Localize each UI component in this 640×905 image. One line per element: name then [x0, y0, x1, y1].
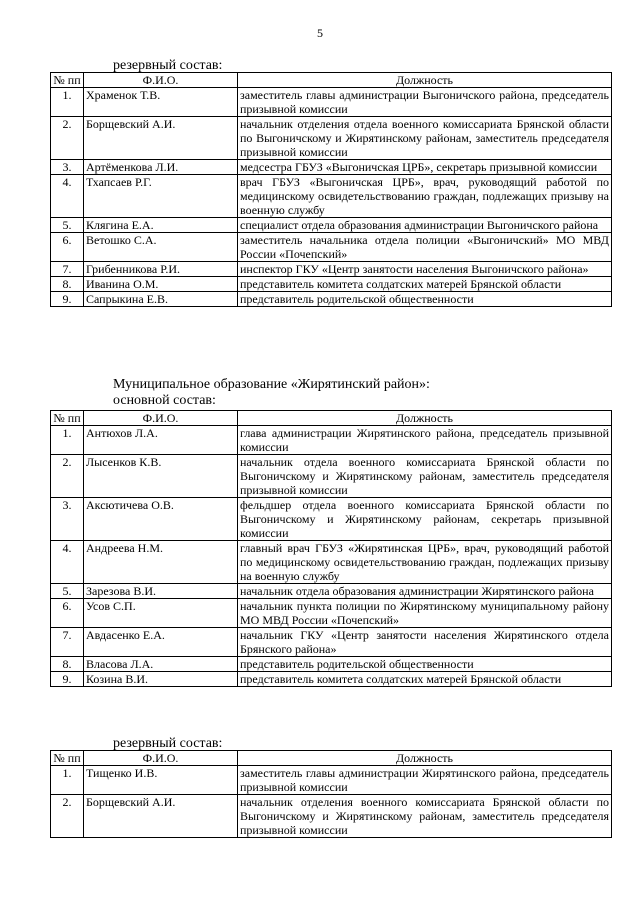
position-text: специалист отдела образования администрации Выгоничского района: [238, 218, 612, 233]
table-row: [51, 175, 612, 218]
table-row: [51, 455, 612, 498]
row-number: 5.: [51, 218, 84, 233]
person-name: Аксютичева О.В.: [84, 498, 238, 541]
row-number: 5.: [51, 584, 84, 599]
row-number: 3.: [51, 498, 84, 541]
position-text: начальник отделения отдела военного комиссариата Брянской области по Выгоничскому и Жирятинскому районам, заместитель председателя призывной комиссии: [238, 117, 612, 160]
position-text: начальник отдела образования администрации Жирятинского района: [238, 584, 612, 599]
page-number: 5: [317, 26, 323, 40]
table-header: [51, 73, 612, 88]
person-name: Власова Л.А.: [84, 657, 238, 672]
row-number: 1.: [51, 766, 84, 795]
person-name: Ветошко С.А.: [84, 233, 238, 262]
person-name: Клягина Е.А.: [84, 218, 238, 233]
table-header: [51, 411, 612, 426]
row-number: 8.: [51, 657, 84, 672]
table-row: [51, 262, 612, 277]
position-text: заместитель главы администрации Выгоничского района, председатель призывной комиссии: [238, 88, 612, 117]
row-number: 8.: [51, 277, 84, 292]
row-number: 2.: [51, 117, 84, 160]
section3-table: [50, 750, 612, 838]
position-text: начальник отделения военного комиссариата Брянской области по Выгоничскому и Жирятинскому районам, заместитель председателя призывной комиссии: [238, 795, 612, 838]
person-name: Авдасенко Е.А.: [84, 628, 238, 657]
table-row: [51, 657, 612, 672]
header-num: № пп: [51, 73, 84, 88]
position-text: главный врач ГБУЗ «Жирятинская ЦРБ», врач, руководящий работой по медицинскому освидетельствованию граждан, подлежащих призыву на военную службу: [238, 541, 612, 584]
table-row: [51, 628, 612, 657]
row-number: 4.: [51, 541, 84, 584]
position-text: представитель родительской общественности: [238, 657, 612, 672]
person-name: Борщевский А.И.: [84, 795, 238, 838]
position-text: заместитель начальника отдела полиции «Выгоничский» МО МВД России «Почепский»: [238, 233, 612, 262]
header-position: Должность: [238, 73, 612, 88]
section2-rows: [51, 426, 612, 687]
person-name: Иванина О.М.: [84, 277, 238, 292]
row-number: 6.: [51, 233, 84, 262]
table-row: [51, 766, 612, 795]
header-num: № пп: [51, 751, 84, 766]
section2-table: [50, 410, 612, 687]
row-number: 7.: [51, 628, 84, 657]
row-number: 9.: [51, 292, 84, 307]
row-number: 2.: [51, 795, 84, 838]
person-name: Лысенков К.В.: [84, 455, 238, 498]
row-number: 2.: [51, 455, 84, 498]
table-row: [51, 584, 612, 599]
person-name: Борщевский А.И.: [84, 117, 238, 160]
table-row: [51, 117, 612, 160]
row-number: 6.: [51, 599, 84, 628]
table-row: [51, 277, 612, 292]
person-name: Артёменкова Л.И.: [84, 160, 238, 175]
header-fio: Ф.И.О.: [84, 73, 238, 88]
header-fio: Ф.И.О.: [84, 751, 238, 766]
position-text: начальник пункта полиции по Жирятинскому муниципальному району МО МВД России «Почепский»: [238, 599, 612, 628]
position-text: заместитель главы администрации Жирятинского района, председатель призывной комиссии: [238, 766, 612, 795]
table-row: [51, 292, 612, 307]
position-text: фельдшер отдела военного комиссариата Брянской области по Выгоничскому и Жирятинскому районам, секретарь призывной комиссии: [238, 498, 612, 541]
table-row: [51, 218, 612, 233]
row-number: 1.: [51, 88, 84, 117]
person-name: Грибенникова Р.И.: [84, 262, 238, 277]
person-name: Козина В.И.: [84, 672, 238, 687]
section3-caption: резервный состав:: [113, 736, 223, 751]
person-name: Усов С.П.: [84, 599, 238, 628]
section1-caption: резервный состав:: [113, 58, 223, 73]
position-text: врач ГБУЗ «Выгоничская ЦРБ», врач, руководящий работой по медицинскому освидетельствованию граждан, подлежащих призыву на военную службу: [238, 175, 612, 218]
position-text: инспектор ГКУ «Центр занятости населения Выгоничского района»: [238, 262, 612, 277]
table-row: [51, 599, 612, 628]
header-num: № пп: [51, 411, 84, 426]
table-row: [51, 88, 612, 117]
table-row: [51, 795, 612, 838]
table-row: [51, 426, 612, 455]
position-text: глава администрации Жирятинского района, председатель призывной комиссии: [238, 426, 612, 455]
row-number: 7.: [51, 262, 84, 277]
position-text: начальник ГКУ «Центр занятости населения Жирятинского отдела Брянского района»: [238, 628, 612, 657]
section1-rows: [51, 88, 612, 307]
person-name: Храменок Т.В.: [84, 88, 238, 117]
row-number: 3.: [51, 160, 84, 175]
position-text: представитель комитета солдатских матерей Брянской области: [238, 277, 612, 292]
person-name: Андреева Н.М.: [84, 541, 238, 584]
section2-caption: основной состав:: [113, 393, 216, 408]
section3-rows: [51, 766, 612, 838]
section1-table: [50, 72, 612, 307]
table-row: [51, 672, 612, 687]
row-number: 4.: [51, 175, 84, 218]
row-number: 9.: [51, 672, 84, 687]
table-row: [51, 541, 612, 584]
section2-title: Муниципальное образование «Жирятинский район»:: [113, 377, 430, 392]
person-name: Антюхов Л.А.: [84, 426, 238, 455]
person-name: Тищенко И.В.: [84, 766, 238, 795]
position-text: представитель комитета солдатских матерей Брянской области: [238, 672, 612, 687]
header-position: Должность: [238, 411, 612, 426]
table-row: [51, 498, 612, 541]
header-position: Должность: [238, 751, 612, 766]
position-text: медсестра ГБУЗ «Выгоничская ЦРБ», секретарь призывной комиссии: [238, 160, 612, 175]
row-number: 1.: [51, 426, 84, 455]
table-row: [51, 160, 612, 175]
header-fio: Ф.И.О.: [84, 411, 238, 426]
person-name: Тхапсаев Р.Г.: [84, 175, 238, 218]
position-text: представитель родительской общественности: [238, 292, 612, 307]
table-header: [51, 751, 612, 766]
position-text: начальник отдела военного комиссариата Брянской области по Выгоничскому и Жирятинскому районам, заместитель председателя призывной комиссии: [238, 455, 612, 498]
person-name: Сапрыкина Е.В.: [84, 292, 238, 307]
table-row: [51, 233, 612, 262]
person-name: Зарезова В.И.: [84, 584, 238, 599]
